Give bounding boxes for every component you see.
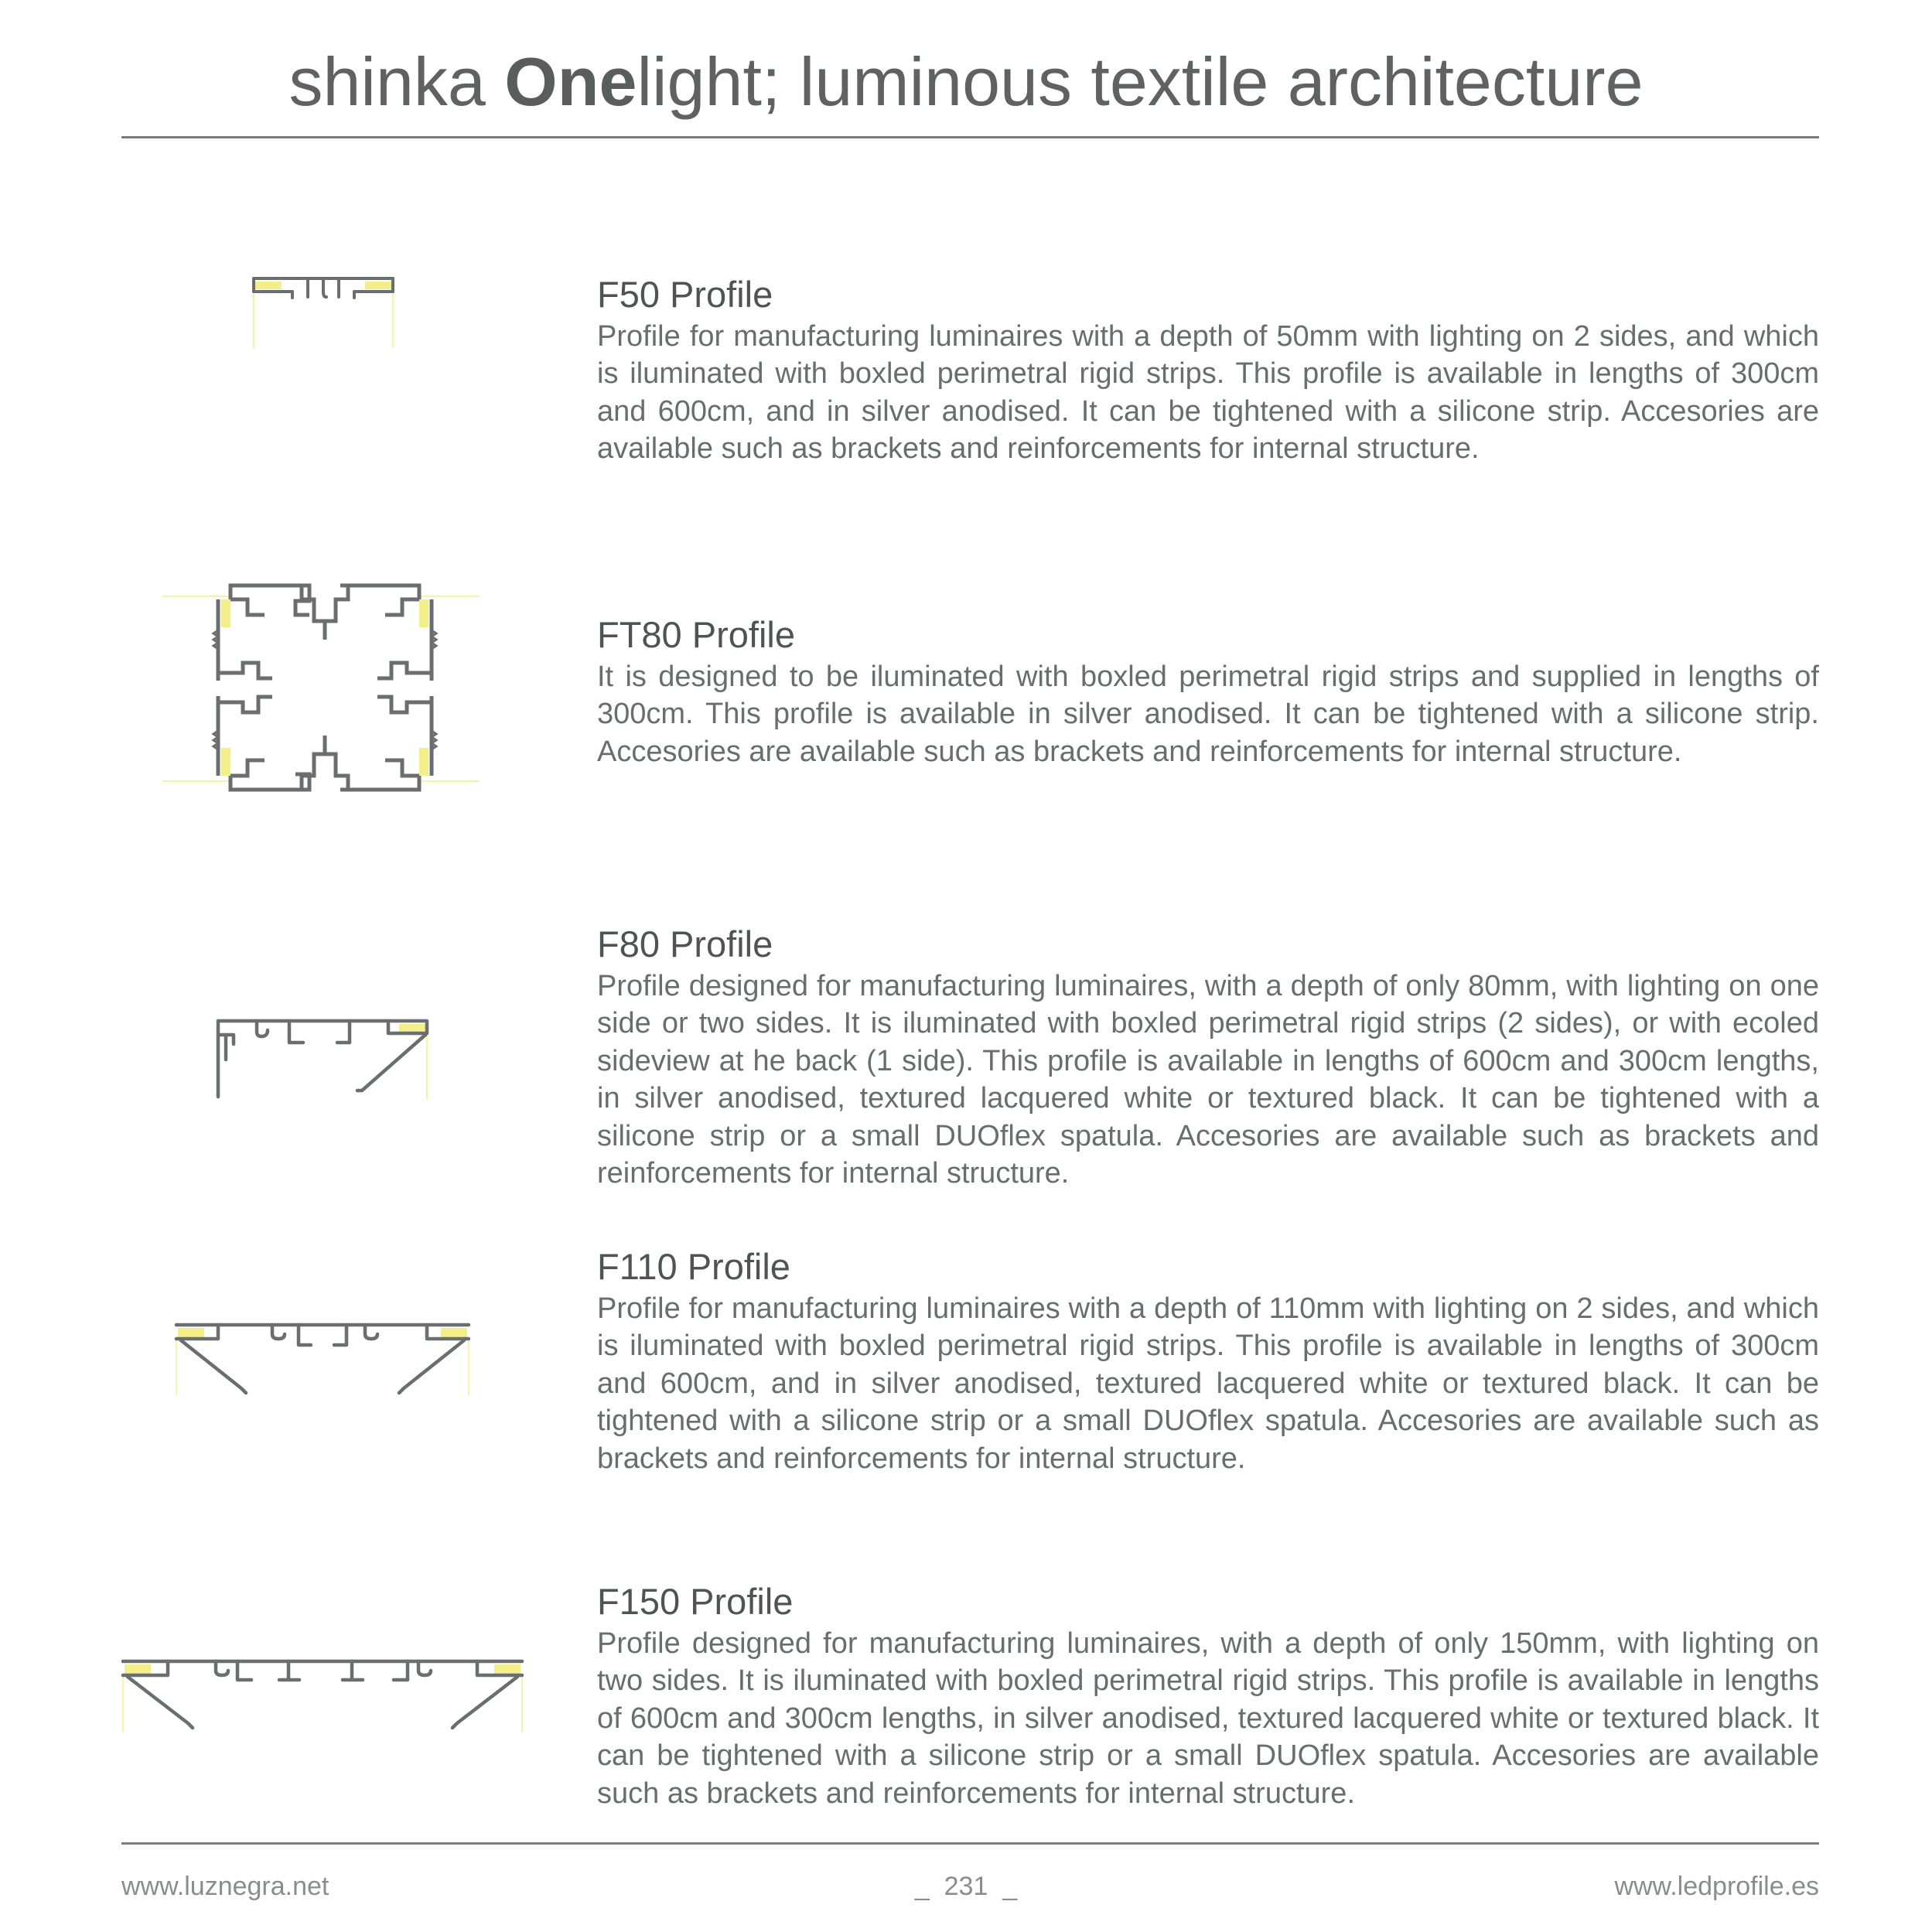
profile-ft80 bbox=[597, 615, 1819, 770]
profile-f150 bbox=[597, 1582, 1819, 1812]
title-suffix: light; luminous textile architecture bbox=[637, 43, 1644, 120]
footer-right-link[interactable]: www.ledprofile.es bbox=[1614, 1872, 1819, 1901]
profile-f110 bbox=[597, 1247, 1819, 1477]
profile-f50 bbox=[597, 275, 1819, 468]
f150-profile-drawing bbox=[120, 1655, 530, 1740]
profile-title: F150 Profile bbox=[597, 1581, 794, 1622]
page-title bbox=[0, 43, 1932, 120]
f50-profile-drawing bbox=[247, 271, 402, 356]
f110-profile-drawing bbox=[172, 1319, 481, 1404]
profile-title: F80 Profile bbox=[597, 923, 773, 964]
page-number: _ 231 _ bbox=[914, 1872, 1018, 1901]
profile-title: FT80 Profile bbox=[597, 614, 795, 655]
ft80-profile-drawing bbox=[162, 576, 487, 800]
header-rule bbox=[121, 136, 1819, 138]
footer-left-link[interactable]: www.luznegra.net bbox=[121, 1872, 329, 1901]
profile-description: Profile designed for manufacturing luminaires, with a depth of only 80mm, with lighting on one side or two sides. It is iluminated with boxled perimetral rigid strips (2 sides), or with ecoled sideview at he back (1 side). This profile is available in lengths of 600cm and 300cm lengths, in silver anodised, textured lacquered white or textured black. It can be tightened with a silicone strip or a small DUOflex spatula. Accesories are available such as brackets and reinforcements for internal structure. bbox=[597, 969, 1819, 1190]
profile-description: Profile designed for manufacturing luminaires, with a depth of only 150mm, with lighting on two sides. It is iluminated with boxled perimetral rigid strips. This profile is available in lengths of 600cm and 300cm lengths, in silver anodised, textured lacquered white or textured black. It can be tightened with a silicone strip or a small DUOflex spatula. Accesories are available such as brackets and reinforcements for internal structure. bbox=[597, 1626, 1819, 1810]
footer-rule bbox=[121, 1842, 1819, 1845]
profile-title: F110 Profile bbox=[597, 1246, 790, 1287]
profile-description: Profile for manufacturing luminaires with a depth of 50mm with lighting on 2 sides, and which is iluminated with boxled perimetral rigid strips. This profile is available in lengths of 300cm and 600cm, and in silver anodised. It can be tightened with a silicone strip. Accesories are available such as brackets and reinforcements for internal structure. bbox=[597, 319, 1819, 466]
profile-description: Profile for manufacturing luminaires with a depth of 110mm with lighting on 2 sides, and which is iluminated with boxled perimetral rigid strips. This profile is available in lengths of 300cm and 600cm, and in silver anodised, textured lacquered white or textured black. It can be tightened with a silicone strip or a small DUOflex spatula. Accesories are available such as brackets and reinforcements for internal structure. bbox=[597, 1292, 1819, 1475]
f80-profile-drawing bbox=[210, 1013, 442, 1106]
title-bold: One bbox=[504, 43, 637, 120]
profile-title: F50 Profile bbox=[597, 274, 773, 315]
title-prefix: shinka bbox=[288, 43, 505, 120]
profile-description: It is designed to be iluminated with boxled perimetral rigid strips and supplied in lengths of 300cm. This profile is available in silver anodised. It can be tightened with a silicone strip. Accesories are available such as brackets and reinforcements for internal structure. bbox=[597, 660, 1819, 768]
profile-f80 bbox=[597, 924, 1819, 1193]
